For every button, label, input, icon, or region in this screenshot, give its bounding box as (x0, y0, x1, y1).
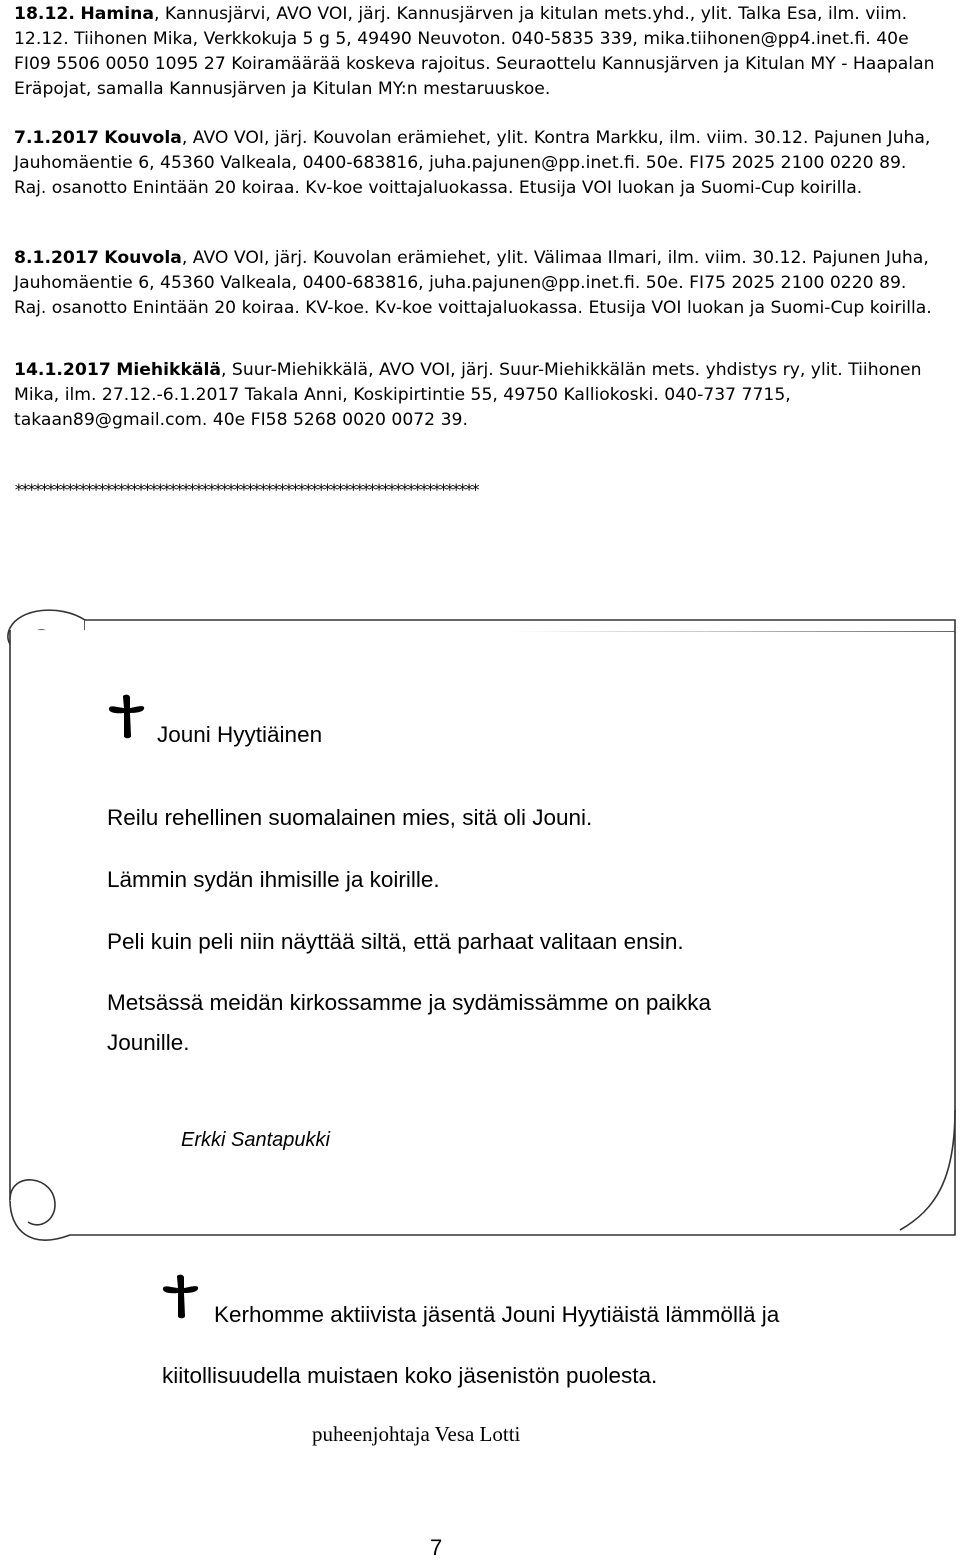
memorial-line: Lämmin sydän ihmisille ja koirille. (107, 867, 440, 892)
event-entry (14, 246, 944, 321)
event-date: 7.1.2017 (14, 128, 99, 148)
chairperson-signature: puheenjohtaja Vesa Lotti (312, 1422, 521, 1446)
separator-stars: ************************************************************************ (14, 480, 478, 499)
event-details: , AVO VOI, järj. Kouvolan erämiehet, ylit. Välimaa Ilmari, ilm. viim. 30.12. Pajunen Juha, Jauhomäentie 6, 45360 Valkeala, 0400-683816, juha.pajunen@pp.inet.fi. 50e. FI75 2025 2100 0220 89. Raj. osanotto Enintään 20 koiraa. KV-koe. Kv-koe voittajaluokassa. Etusija VOI luokan ja Suomi-Cup koirilla. (14, 248, 932, 318)
event-date: 18.12. (14, 4, 75, 24)
page-number: 7 (430, 1535, 443, 1560)
condolence-line: Kerhomme aktiivista jäsentä Jouni Hyytiäistä lämmöllä ja (214, 1302, 780, 1327)
memorial-line: Peli kuin peli niin näyttää siltä, että parhaat valitaan ensin. (107, 929, 684, 954)
event-entry (14, 126, 944, 201)
event-date: 8.1.2017 (14, 248, 99, 268)
cross-icon (106, 694, 146, 740)
event-entry (14, 358, 944, 433)
event-details: , AVO VOI, järj. Kouvolan erämiehet, ylit. Kontra Markku, ilm. viim. 30.12. Pajunen Juha, Jauhomäentie 6, 45360 Valkeala, 0400-683816, juha.pajunen@pp.inet.fi. 50e. FI75 2025 2100 0220 89. Raj. osanotto Enintään 20 koiraa. Kv-koe voittajaluokassa. Etusija VOI luokan ja Suomi-Cup koirilla. (14, 128, 931, 198)
memorial-signature: Erkki Santapukki (181, 1129, 330, 1151)
condolence-line: kiitollisuudella muistaen koko jäsenistön puolesta. (162, 1363, 658, 1388)
memorial-name: Jouni Hyytiäinen (157, 722, 323, 747)
event-entry (14, 2, 944, 102)
memorial-line: Metsässä meidän kirkossamme ja sydämissämme on paikka (107, 990, 711, 1015)
scroll-frame (0, 590, 960, 1260)
event-details: , Kannusjärvi, AVO VOI, järj. Kannusjärven ja kitulan mets.yhd., ylit. Talka Esa, ilm. viim. 12.12. Tiihonen Mika, Verkkokuja 5 g 5, 49490 Neuvoton. 040-5835 339, mika.tiihonen@pp4.inet.fi. 40e FI09 5506 0050 1095 27 Koiramäärää koskeva rajoitus. Seuraottelu Kannusjärven ja Kitulan MY - Haapalan Eräpojat, samalla Kannusjärven ja Kitulan MY:n mestaruuskoe. (14, 4, 935, 99)
event-place: Kouvola (104, 128, 182, 148)
memorial-line: Jounille. (107, 1030, 190, 1055)
event-place: Hamina (80, 4, 154, 24)
event-place: Kouvola (104, 248, 182, 268)
memorial-line: Reilu rehellinen suomalainen mies, sitä oli Jouni. (107, 805, 593, 830)
cross-icon (160, 1274, 200, 1320)
event-details: , Suur-Miehikkälä, AVO VOI, järj. Suur-Miehikkälän mets. yhdistys ry, ylit. Tiihonen Mika, ilm. 27.12.-6.1.2017 Takala Anni, Koskipirtintie 55, 49750 Kalliokoski. 040-737 7715, takaan89@gmail.com. 40e FI58 5268 0020 0072 39. (14, 360, 922, 430)
event-date: 14.1.2017 (14, 360, 111, 380)
event-place: Miehikkälä (116, 360, 221, 380)
